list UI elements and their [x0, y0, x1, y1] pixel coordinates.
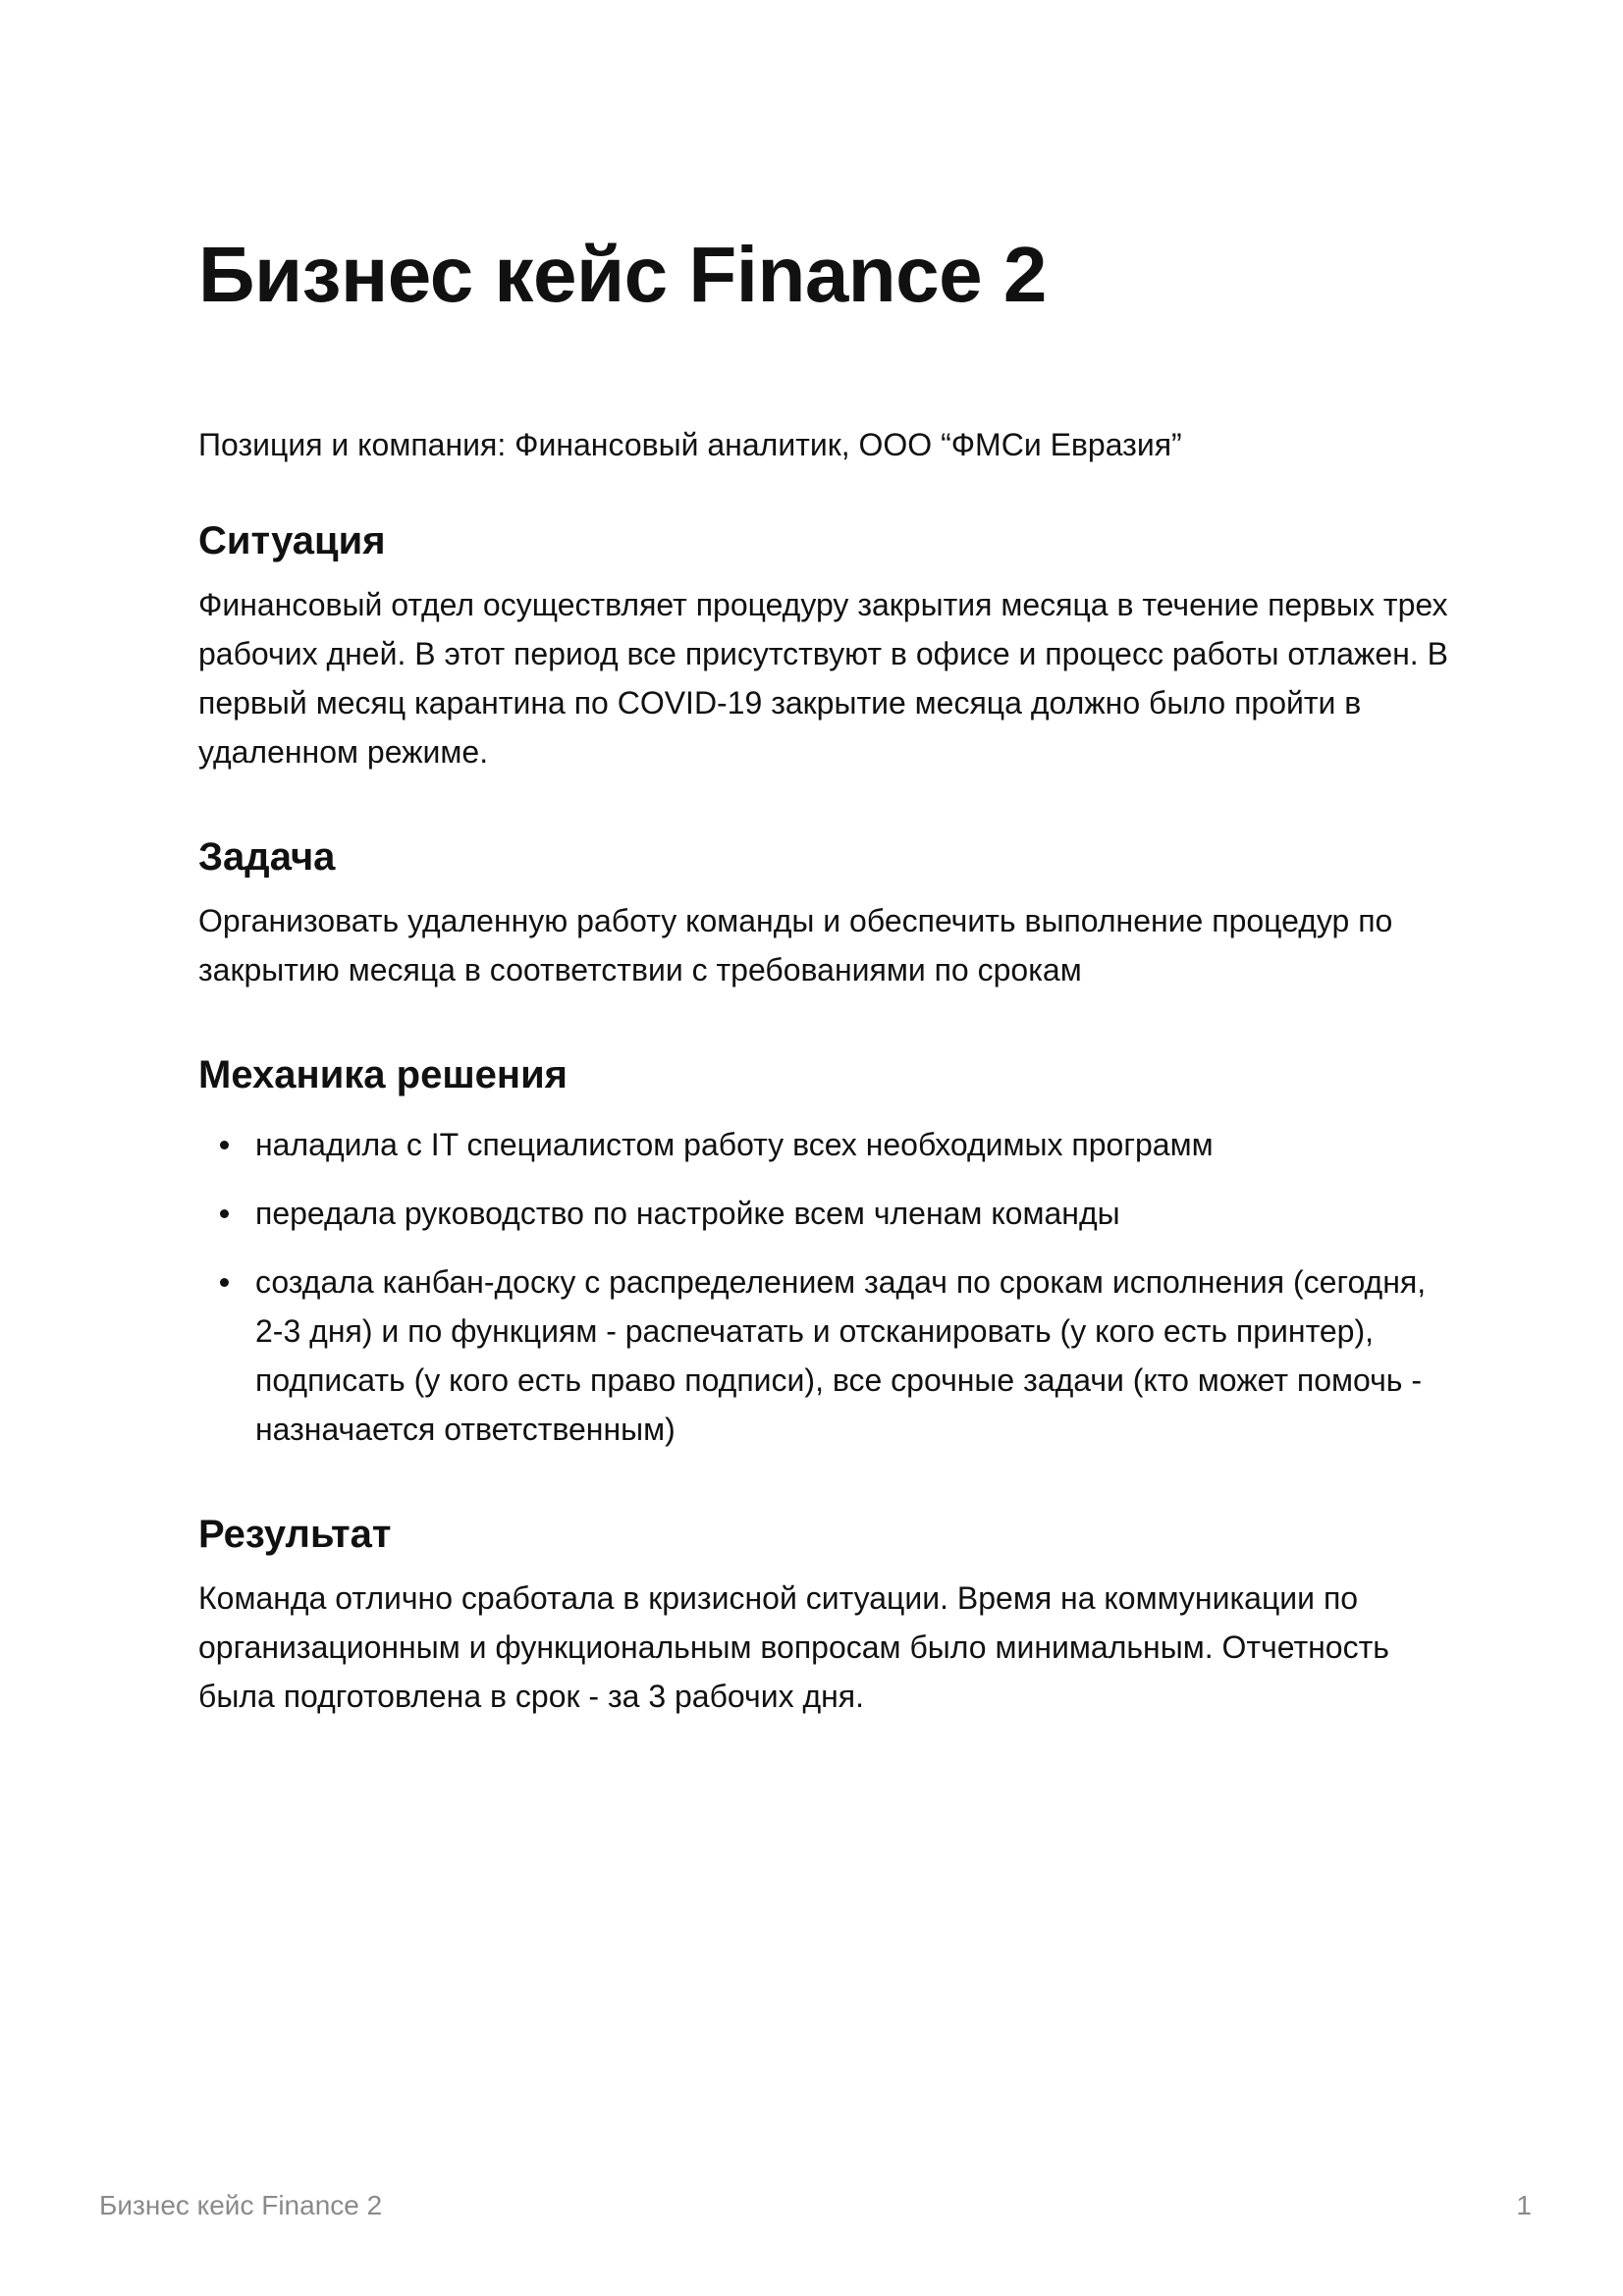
list-item	[198, 1257, 1455, 1454]
task-text: Организовать удаленную работу команды и обеспечить выполнение процедур по закрытию месяца в соответствии с требованиями по срокам	[198, 902, 1393, 988]
footer-page-number: 1	[1516, 2190, 1532, 2220]
position-company-line: Позиция и компания: Финансовый аналитик, ООО “ФМСи Евразия”	[198, 427, 1182, 462]
mechanics-list	[198, 1120, 1455, 1454]
situation-heading: Ситуация	[198, 518, 386, 562]
bullet-icon	[220, 1278, 229, 1287]
list-item-text: передала руководство по настройке всем членам команды	[255, 1195, 1120, 1231]
list-item	[198, 1120, 1455, 1169]
page-content	[198, 232, 1455, 1721]
result-text: Команда отлично сработала в кризисной ситуации. Время на коммуникации по организационным и функциональным вопросам было минимальным. Отчетность была подготовлена в срок - за 3 рабочих дня.	[198, 1579, 1389, 1714]
result-heading: Результат	[198, 1512, 392, 1556]
list-item-text: наладила с IT специалистом работу всех необходимых программ	[255, 1126, 1214, 1162]
situation-text: Финансовый отдел осуществляет процедуру закрытия месяца в течение первых трех рабочих дней. В этот период все присутствуют в офисе и процесс работы отлажен. В первый месяц карантина по COVID-19 закрытие месяца должно было пройти в удаленном режиме.	[198, 586, 1448, 770]
footer-document-title: Бизнес кейс Finance 2	[99, 2190, 383, 2220]
list-item	[198, 1189, 1455, 1238]
task-heading: Задача	[198, 834, 336, 879]
bullet-icon	[220, 1141, 229, 1149]
list-item-text: создала канбан-доску с распределением задач по срокам исполнения (сегодня, 2-3 дня) и по функциям - распечатать и отсканировать (у кого есть принтер), подписать (у кого есть право подписи), все срочные задачи (кто может помочь - назначается ответственным)	[255, 1263, 1427, 1447]
mechanics-heading: Механика решения	[198, 1052, 568, 1096]
document-title: Бизнес кейс Finance 2	[198, 231, 1047, 318]
bullet-icon	[220, 1209, 229, 1218]
